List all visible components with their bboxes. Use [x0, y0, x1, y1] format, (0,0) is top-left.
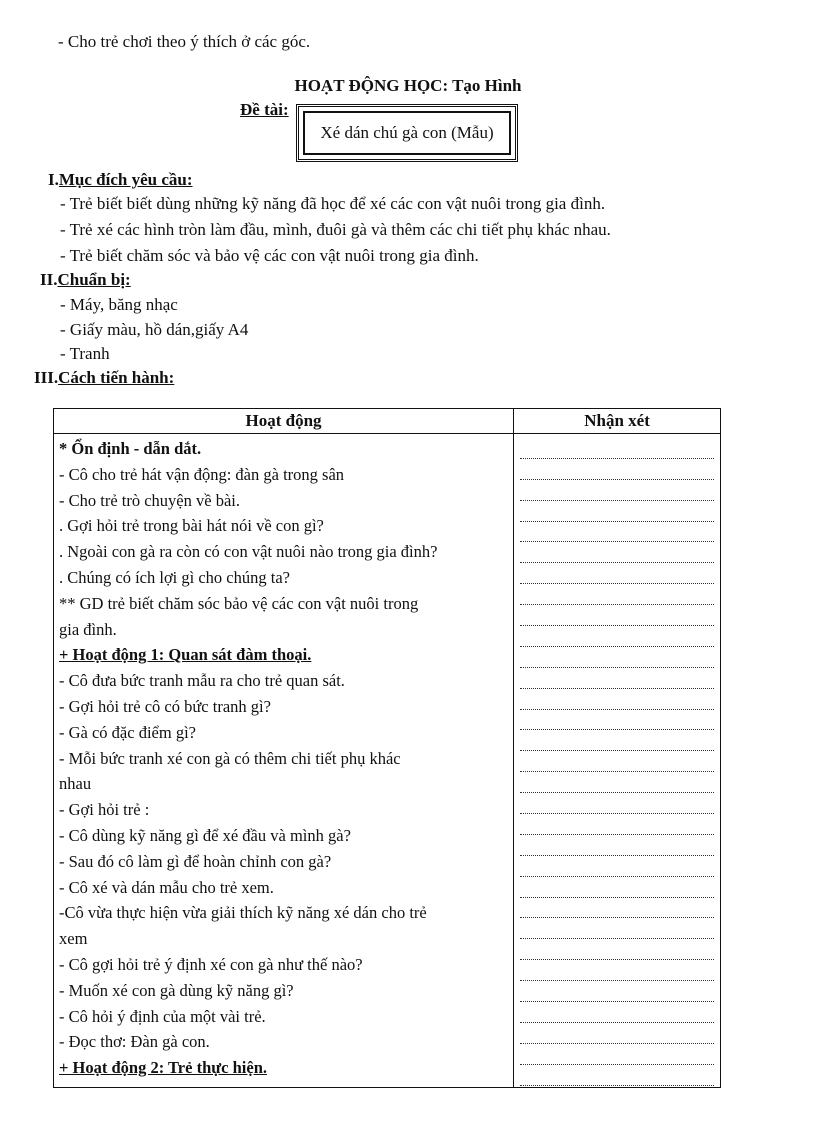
- subject-text: Xé dán chú gà con (Mẫu): [303, 111, 511, 155]
- table-row: - Mỗi bức tranh xé con gà có thêm chi tiết phụ khác: [59, 748, 401, 768]
- section2-item: - Máy, băng nhạc: [60, 295, 178, 314]
- table-row: - Đọc thơ: Đàn gà con.: [59, 1032, 210, 1052]
- table-row: . Gợi hỏi trẻ trong bài hát nói về con gì?: [59, 516, 324, 536]
- remark-dotted-line: [520, 1044, 714, 1065]
- remark-dotted-line: [520, 689, 714, 710]
- remark-dotted-line: [520, 710, 714, 731]
- remark-dotted-line: [520, 898, 714, 919]
- table-row: - Gà có đặc điểm gì?: [59, 722, 196, 742]
- remark-dotted-line: [520, 647, 714, 668]
- table-row: . Chúng có ích lợi gì cho chúng ta?: [59, 567, 290, 587]
- table-row: -Cô vừa thực hiện vừa giải thích kỹ năng xé dán cho trẻ: [59, 903, 427, 923]
- section1-title: Mục đích yêu cầu:: [58, 170, 193, 189]
- remark-dotted-line: [520, 459, 714, 480]
- remark-dotted-line: [520, 668, 714, 689]
- remark-dotted-line: [520, 793, 714, 814]
- table-row: - Cho trẻ trò chuyện về bài.: [59, 490, 240, 510]
- section1-number: I.: [48, 170, 59, 189]
- table-row: - Cô hỏi ý định của một vài trẻ.: [59, 1006, 266, 1026]
- remark-dotted-line: [520, 960, 714, 981]
- section3-title: Cách tiến hành:: [58, 368, 175, 387]
- remarks-dotted-lines: [514, 434, 720, 1086]
- row-text: * Ổn định - dẫn dắt.: [59, 439, 202, 458]
- remark-dotted-line: [520, 1002, 714, 1023]
- remark-dotted-line: [520, 1023, 714, 1044]
- table-row: - Cô dùng kỹ năng gì để xé đầu và mình gà?: [59, 825, 351, 845]
- intro-line: - Cho trẻ chơi theo ý thích ở các góc.: [58, 32, 311, 51]
- section2-number: II.: [40, 270, 58, 289]
- table-row: - Cô gợi hỏi trẻ ý định xé con gà như thế nào?: [59, 954, 363, 974]
- remark-dotted-line: [520, 981, 714, 1002]
- table-row: nhau: [59, 774, 92, 794]
- table-row: - Muốn xé con gà dùng kỹ năng gì?: [59, 980, 294, 1000]
- table-row: ** GD trẻ biết chăm sóc bảo vệ các con vật nuôi trong: [59, 593, 419, 613]
- remark-dotted-line: [520, 877, 714, 898]
- table-row: - Cô xé và dán mẫu cho trẻ xem.: [59, 877, 274, 897]
- table-row: xem: [59, 929, 88, 949]
- remark-dotted-line: [520, 1065, 714, 1086]
- section3-number: III.: [34, 368, 59, 387]
- remark-dotted-line: [520, 584, 714, 605]
- table-row: - Gợi hỏi trẻ :: [59, 800, 150, 820]
- remark-dotted-line: [520, 856, 714, 877]
- table-row: [59, 436, 509, 462]
- remark-dotted-line: [520, 480, 714, 501]
- remark-dotted-line: [520, 563, 714, 584]
- table-row: - Cô đưa bức tranh mẫu ra cho trẻ quan sát.: [59, 671, 345, 691]
- subject-box: [296, 104, 518, 162]
- remark-dotted-line: [520, 835, 714, 856]
- section2-heading: [40, 270, 131, 290]
- remark-dotted-line: [520, 605, 714, 626]
- remark-dotted-line: [520, 501, 714, 522]
- lesson-title: HOẠT ĐỘNG HỌC: Tạo Hình: [294, 76, 522, 95]
- row-text: + Hoạt động 1: Quan sát đàm thoại.: [59, 645, 312, 665]
- remark-dotted-line: [520, 918, 714, 939]
- remark-dotted-line: [520, 438, 714, 459]
- section2-title: Chuẩn bị:: [57, 270, 131, 289]
- remark-dotted-line: [520, 626, 714, 647]
- remark-dotted-line: [520, 772, 714, 793]
- remark-dotted-line: [520, 751, 714, 772]
- table-row: . Ngoài con gà ra còn có con vật nuôi nào trong gia đình?: [59, 542, 438, 562]
- row-text: + Hoạt động 2: Trẻ thực hiện.: [59, 1058, 267, 1078]
- header-activity: Hoạt động: [54, 409, 514, 434]
- remark-dotted-line: [520, 522, 714, 543]
- section3-heading: [34, 368, 174, 388]
- remark-dotted-line: [520, 814, 714, 835]
- table-row: gia đình.: [59, 619, 117, 639]
- section1-item: - Trẻ xé các hình tròn làm đầu, mình, đuôi gà và thêm các chi tiết phụ khác nhau.: [60, 220, 611, 239]
- section1-item: - Trẻ biết chăm sóc và bảo vệ các con vật nuôi trong gia đình.: [60, 246, 479, 265]
- section1-heading: [48, 170, 193, 190]
- remark-dotted-line: [520, 542, 714, 563]
- table-row: - Sau đó cô làm gì để hoàn chỉnh con gà?: [59, 851, 332, 871]
- header-remarks: Nhận xét: [514, 409, 721, 434]
- subject-label: Đề tài:: [240, 100, 289, 119]
- table-row: - Gợi hỏi trẻ cô có bức tranh gì?: [59, 696, 271, 716]
- section1-item: - Trẻ biết biết dùng những kỹ năng đã học để xé các con vật nuôi trong gia đình.: [60, 194, 606, 213]
- table-row: [59, 642, 509, 668]
- table-row: - Cô cho trẻ hát vận động: đàn gà trong sân: [59, 464, 345, 484]
- section2-item: - Tranh: [60, 344, 110, 363]
- table-row: [59, 1055, 509, 1081]
- activity-table: [53, 408, 721, 1088]
- remark-dotted-line: [520, 730, 714, 751]
- remarks-column: [514, 434, 721, 1088]
- section2-item: - Giấy màu, hồ dán,giấy A4: [60, 320, 249, 339]
- remark-dotted-line: [520, 939, 714, 960]
- activity-column: [54, 434, 514, 1088]
